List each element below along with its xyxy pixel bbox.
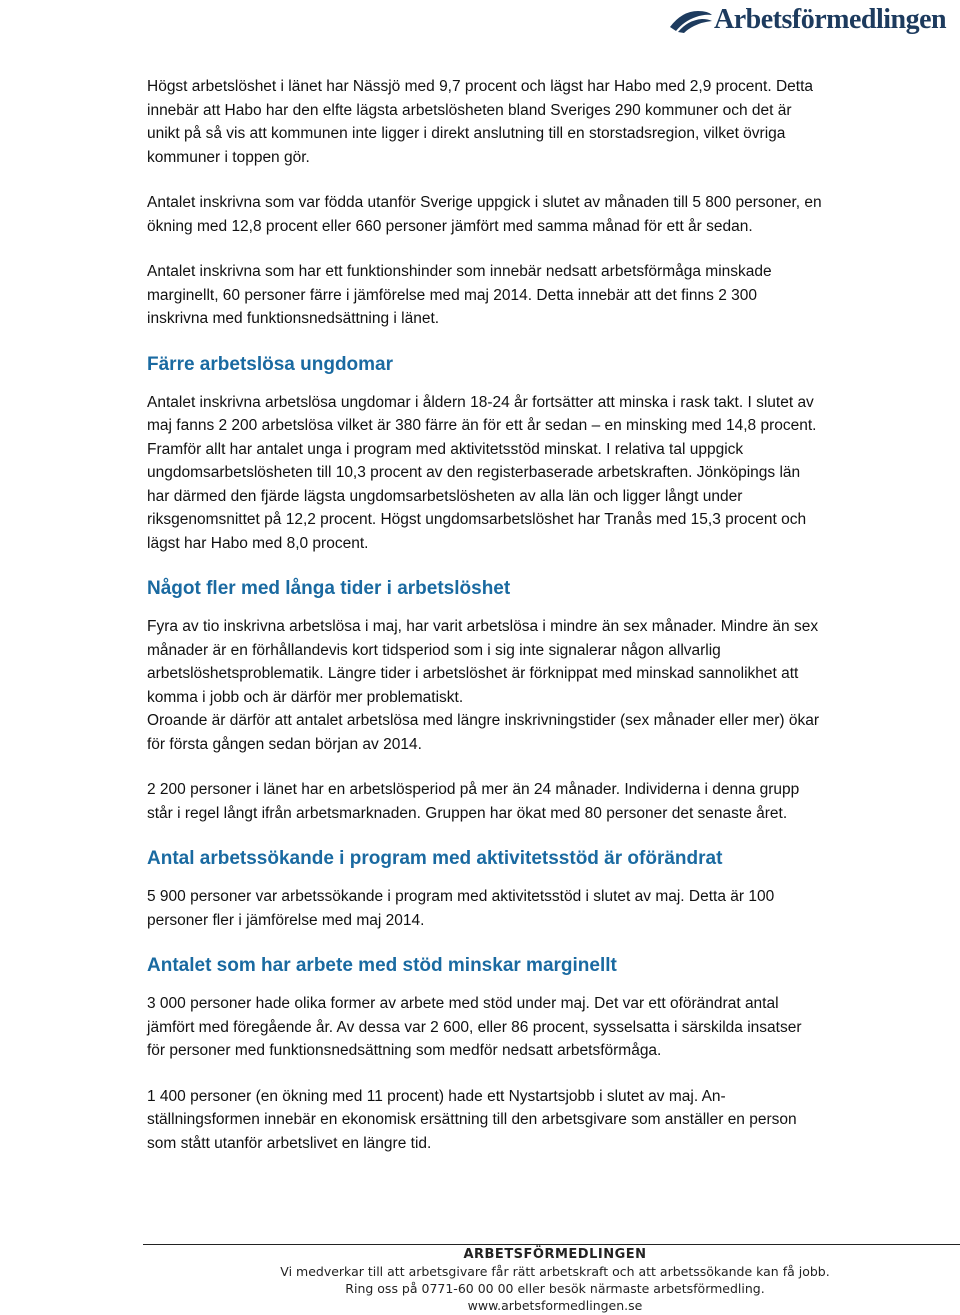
paragraph-supported-work: 3 000 personer hade olika former av arbete med stöd under maj. Det var ett oförändrat antal jämfört med föregående år. Av dessa var 2 600, eller 86 procent, sysselsatta i särskilda insatser för personer med funktionsnedsättning som medför nedsatt arbetsförmåga. bbox=[147, 995, 802, 1059]
logo-text: Arbetsförmedlingen bbox=[714, 4, 947, 35]
paragraph-unemployment-municipalities: Högst arbetslöshet i länet har Nässjö med 9,7 procent och lägst har Habo med 2,9 procent. Detta innebär att Habo har den elfte lägsta arbetslösheten bland Sveriges 290 kommuner och det är unikt på så vis att kommunen inte ligger i direkt anslutning till en storstadsregion, vilket övriga kommuner i toppen gör. bbox=[147, 78, 814, 166]
heading-supported-work: Antalet som har arbete med stöd minskar marginellt bbox=[147, 955, 617, 976]
paragraph-foreign-born: Antalet inskrivna som var födda utanför Sverige uppgick i slutet av månaden till 5 800 personer, en ökning med 12,8 procent eller 660 personer jämfört med samma månad för ett år sedan. bbox=[147, 194, 822, 235]
footer bbox=[150, 1246, 960, 1314]
heading-long-term: Något fler med långa tider i arbetslöshet bbox=[147, 578, 511, 599]
footer-divider bbox=[143, 1244, 960, 1245]
document-body bbox=[147, 75, 822, 1177]
heading-youth: Färre arbetslösa ungdomar bbox=[147, 353, 394, 375]
footer-brand: ARBETSFÖRMEDLINGEN bbox=[463, 1247, 647, 1262]
arbetsformedlingen-logo-icon bbox=[668, 5, 712, 35]
paragraph-long-term-3: 2 200 personer i länet har en arbetslösperiod på mer än 24 månader. Individerna i denna grupp står i regel långt ifrån arbetsmarknaden. Gruppen har ökat med 80 personer det senaste året. bbox=[147, 781, 800, 822]
paragraph-disability: Antalet inskrivna som har ett funktionshinder som innebär nedsatt arbetsförmåga minskade marginellt, 60 personer färre i jämförelse med maj 2014. Detta innebär att det finns 2 300 inskrivna med funktionsnedsättning i länet. bbox=[147, 263, 772, 327]
heading-activity-support: Antal arbetssökande i program med aktivitetsstöd är oförändrat bbox=[147, 848, 723, 869]
footer-phone: Ring oss på 0771-60 00 00 eller besök närmaste arbetsförmedling. bbox=[345, 1281, 765, 1296]
paragraph-youth: Antalet inskrivna arbetslösa ungdomar i åldern 18-24 år fortsätter att minska i rask takt. I slutet av maj fanns 2 200 arbetslösa vilket är 380 färre än för ett år sedan – en minsking med 14,8 procent. Framför allt har antalet unga i program med aktivitetsstöd minskat. I relativa tal uppgick ungdomsarbetslösheten till 10,3 procent av den registerbaserade arbetskraften. Jönköpings län har därmed den fjärde lägsta ungdomsarbetslösheten av alla län och ligger långt under riksgenomsnittet på 12,2 procent. Högst ungdomsarbetslöshet har Tranås med 15,3 procent och lägst har Habo med 8,0 procent. bbox=[147, 393, 817, 552]
paragraph-long-term-1: Fyra av tio inskrivna arbetslösa i maj, har varit arbetslösa i mindre än sex månader. Mindre än sex månader är en förhållandevis kort tidsperiod som i sig inte signalerar någon allvarlig arbetslöshetsproblematik. Längre tider i arbetslöshet är förknippat med minskad sannolikhet att komma i jobb och är därför mer problematiskt. bbox=[147, 618, 819, 706]
logo bbox=[668, 2, 946, 38]
paragraph-nystartsjobb: 1 400 personer (en ökning med 11 procent) hade ett Nystartsjobb i slutet av maj. Anställningsformen innebär en ekonomisk ersättning till den arbetsgivare som anställer en person som stått utanför arbetslivet en längre tid. bbox=[147, 1087, 797, 1152]
paragraph-activity-support: 5 900 personer var arbetssökande i program med aktivitetsstöd i slutet av maj. Detta är 100 personer fler i jämförelse med maj 2014. bbox=[147, 888, 775, 929]
paragraph-long-term-2: Oroande är därför att antalet arbetslösa med längre inskrivningstider (sex månader eller mer) ökar för första gången sedan början av 2014. bbox=[147, 712, 819, 753]
footer-tagline: Vi medverkar till att arbetsgivare får rätt arbetskraft och att arbetssökande kan få jobb. bbox=[280, 1264, 830, 1279]
footer-url[interactable]: www.arbetsformedlingen.se bbox=[467, 1298, 643, 1313]
